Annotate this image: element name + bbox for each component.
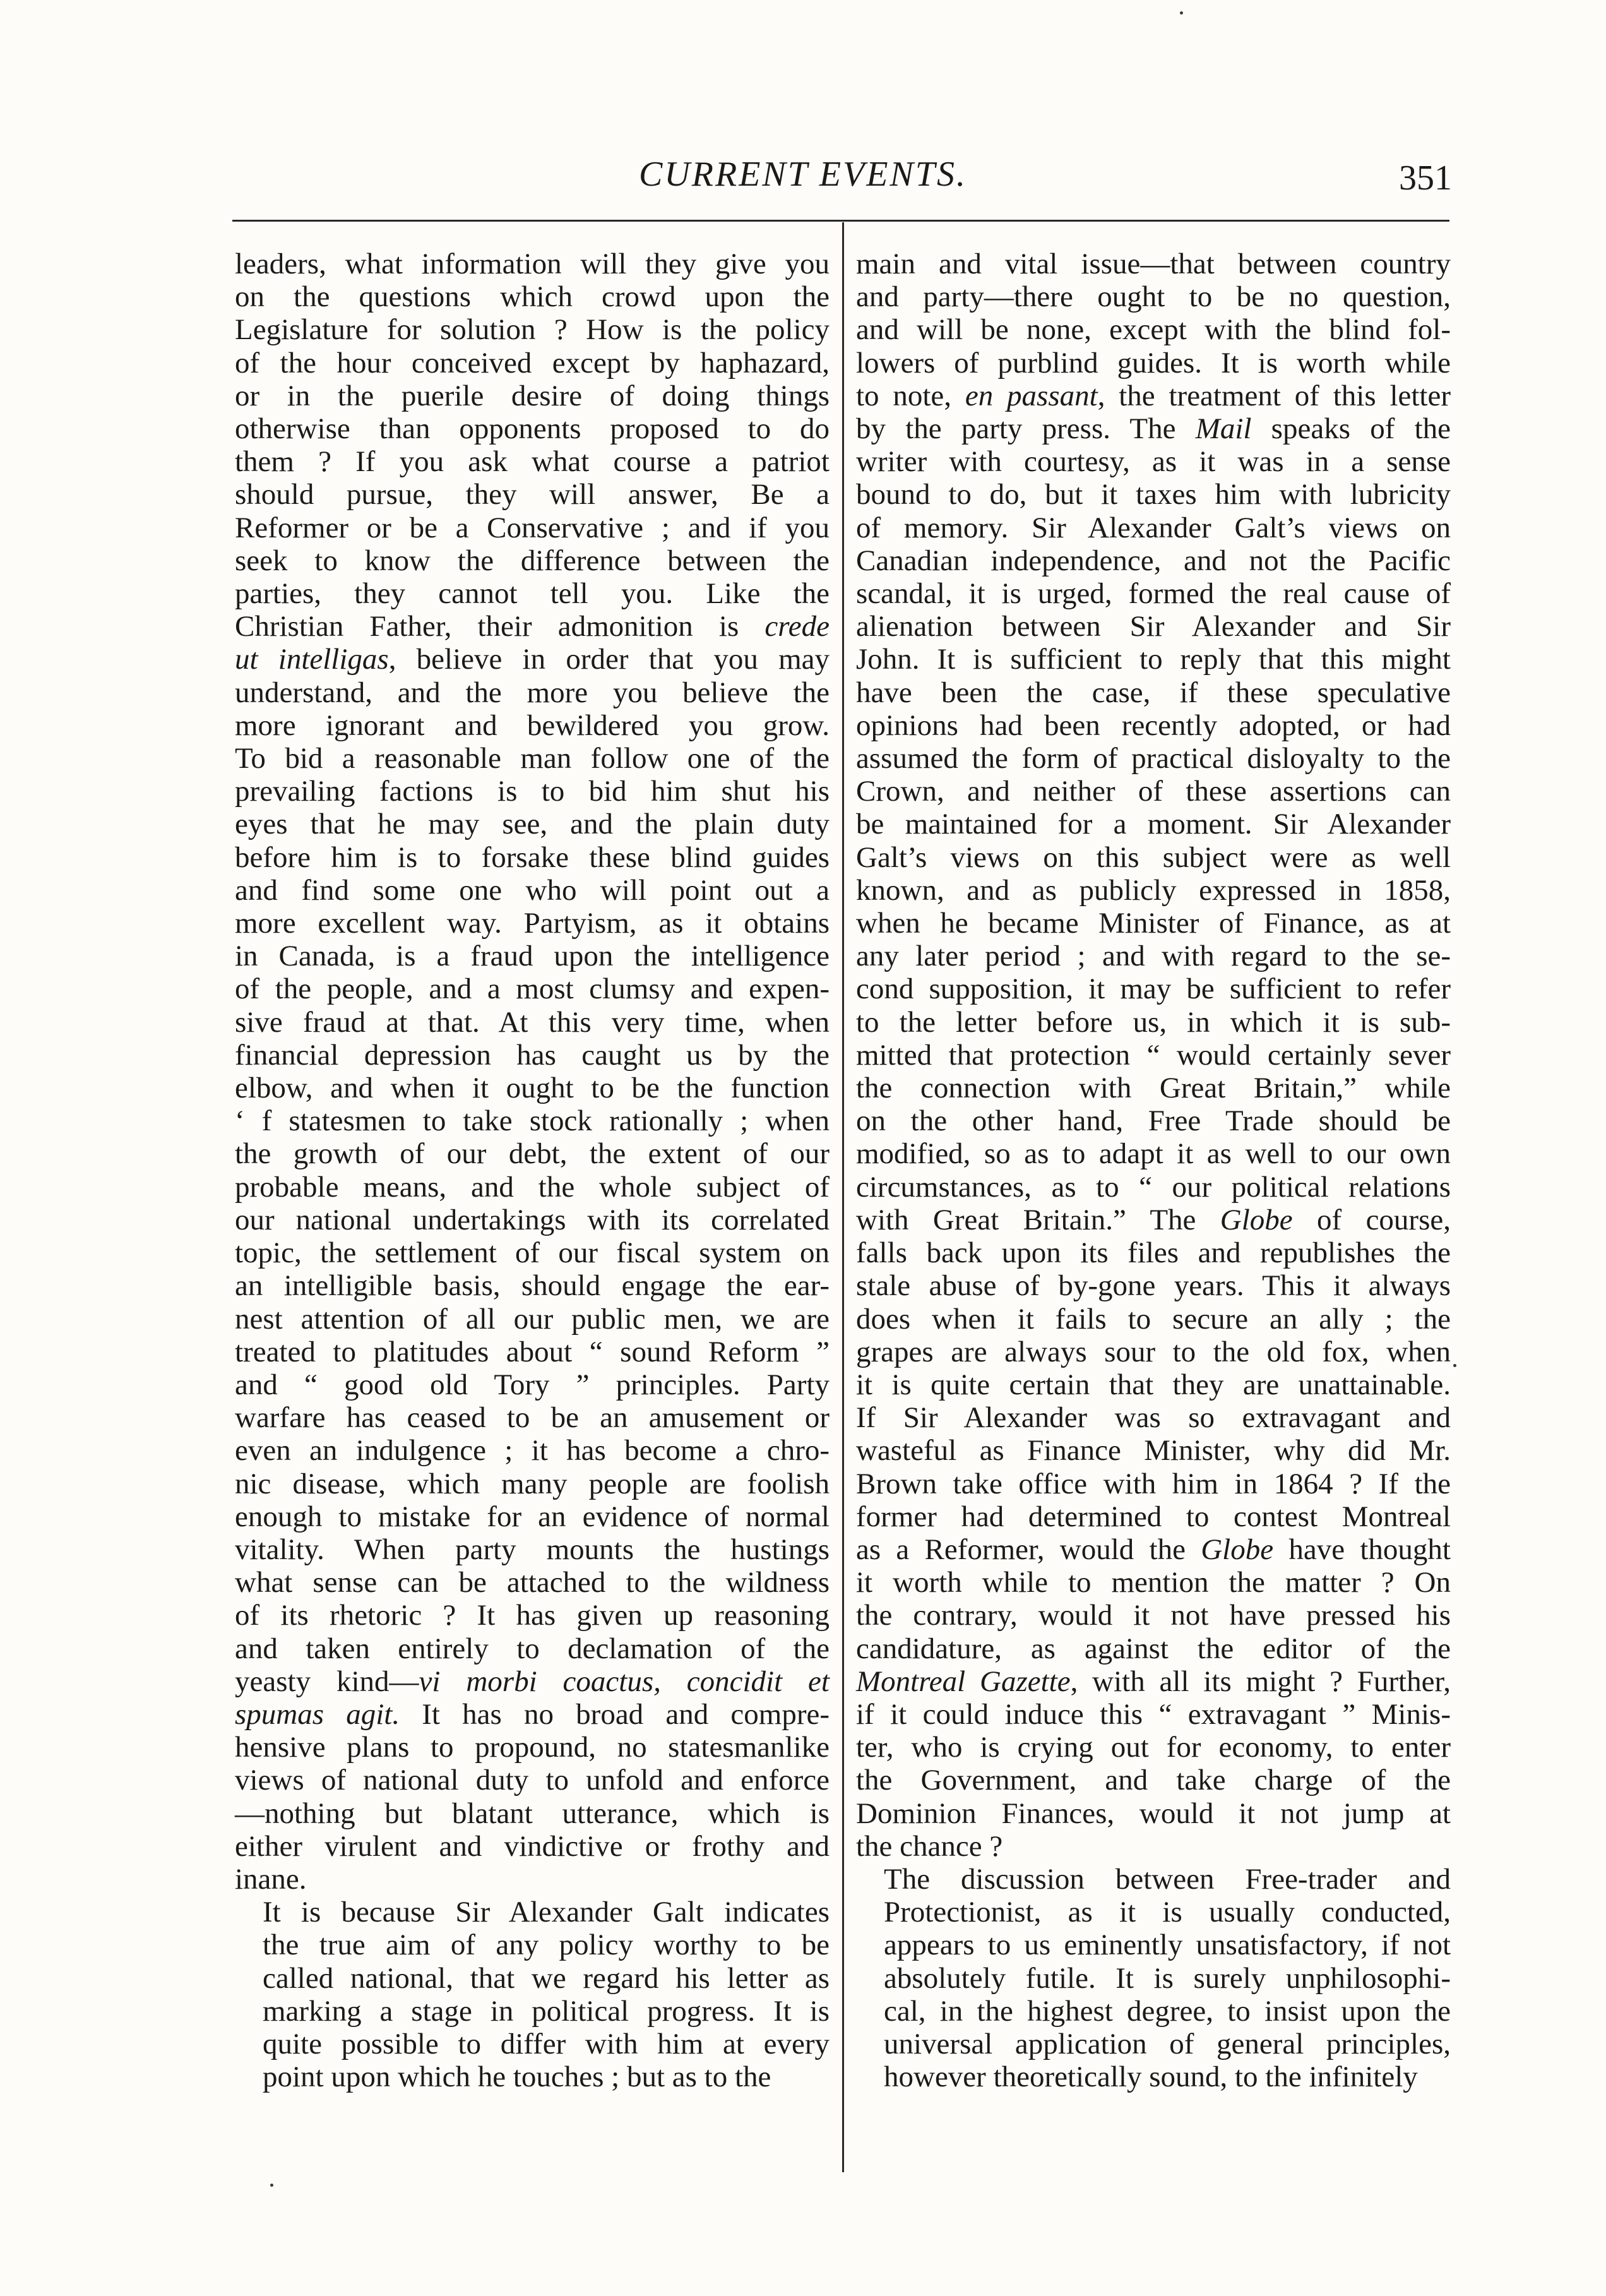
italic-phrase: Globe [1220,1203,1293,1236]
text-line: If Sir Alexander was so extravagant and [856,1401,1451,1435]
right-column [856,248,1451,2093]
text-line: Legislature for solution ? How is the policy [235,313,830,347]
text-line: parties, they cannot tell you. Like the [235,577,830,611]
text-line: Brown take office with him in 1864 ? If the [856,1467,1451,1500]
text-line: the contrary, would it not have pressed his [856,1599,1451,1632]
text-line: should pursue, they will answer, Be a [235,478,830,511]
ink-speck [1453,1364,1456,1367]
text-line: cond supposition, it may be sufficient to refer [856,972,1451,1006]
text-line: of the people, and a most clumsy and expen- [235,972,830,1006]
text-line: either virulent and vindictive or frothy and [235,1829,830,1863]
text-line: ut intelligas, believe in order that you may [235,643,830,676]
text-line: by the party press. The Mail speaks of the [856,412,1451,446]
text-line: however theoretically sound, to the infinitely [884,2060,1418,2094]
text-line: treated to platitudes about “ sound Reform ” [235,1335,830,1368]
text-line: point upon which he touches ; but as to the [263,2060,771,2094]
text-line: more excellent way. Partyism, as it obtains [235,907,830,940]
text-line: the Government, and take charge of the [856,1764,1451,1797]
paragraph [235,248,830,1896]
text-line: To bid a reasonable man follow one of the [235,742,830,775]
text-line: Canadian independence, and not the Pacific [856,544,1451,577]
text-line: seek to know the difference between the [235,544,830,577]
italic-phrase: ut intelligas [235,643,389,676]
text-line: have been the case, if these speculative [856,676,1451,709]
text-line: John. It is sufficient to reply that this might [856,643,1451,676]
text-line: the connection with Great Britain,” while [856,1072,1451,1105]
italic-phrase: Mail [1195,412,1252,446]
text-line: Dominion Finances, would it not jump at [856,1797,1451,1830]
text-line: and find some one who will point out a [235,873,830,907]
running-title: CURRENT EVENTS. [638,155,967,194]
text-line: ‘ f statesmen to take stock rationally ; when [235,1104,830,1138]
text-line: as a Reformer, would the Globe have thought [856,1533,1451,1566]
text-line: cal, in the highest degree, to insist upon the [884,1994,1451,2028]
running-head [0,149,1606,200]
text-line: before him is to forsake these blind guides [235,840,830,874]
italic-phrase: vi morbi coactus, concidit et [419,1665,830,1698]
text-line: vitality. When party mounts the hustings [235,1533,830,1566]
ink-speck [1180,11,1183,15]
text-line: leaders, what information will they give you [235,248,830,280]
text-line: Crown, and neither of these assertions can [856,775,1451,808]
text-line: main and vital issue—that between country [856,248,1451,280]
text-line: or in the puerile desire of doing things [235,379,830,412]
text-line: topic, the settlement of our fiscal system on [235,1236,830,1270]
italic-phrase: en passant [965,379,1098,412]
text-line: of memory. Sir Alexander Galt’s views on [856,511,1451,544]
text-line: the growth of our debt, the extent of our [235,1137,830,1171]
text-line: of the hour conceived except by haphazard, [235,346,830,380]
text-line: elbow, and when it ought to be the function [235,1072,830,1105]
text-line: probable means, and the whole subject of [235,1170,830,1204]
text-line: views of national duty to unfold and enforce [235,1764,830,1797]
text-line: Reformer or be a Conservative ; and if you [235,511,830,544]
text-line: when he became Minister of Finance, as at [856,907,1451,940]
left-column [235,248,830,2093]
text-line: the chance ? [856,1829,1003,1863]
text-line: financial depression has caught us by the [235,1038,830,1072]
text-line: nest attention of all our public men, we are [235,1302,830,1336]
text-line: to the letter before us, in which it is sub- [856,1005,1451,1039]
text-line: an intelligible basis, should engage the ear- [235,1269,830,1303]
text-line: lowers of purblind guides. It is worth while [856,346,1451,380]
text-line: nic disease, which many people are foolish [235,1467,830,1500]
text-line: Christian Father, their admonition is crede [235,610,830,643]
text-line: universal application of general principles, [884,2027,1451,2060]
text-line: eyes that he may see, and the plain duty [235,808,830,841]
text-line: yeasty kind—vi morbi coactus, concidit et [235,1665,830,1698]
text-line: called national, that we regard his letter as [263,1961,830,1995]
text-line: otherwise than opponents proposed to do [235,412,830,446]
text-line: and will be none, except with the blind fol- [856,313,1451,347]
text-line: any later period ; and with regard to the se- [856,940,1451,973]
text-line: prevailing factions is to bid him shut his [235,775,830,808]
text-line: does when it fails to secure an ally ; the [856,1302,1451,1336]
text-line: modified, so as to adapt it as well to our own [856,1137,1451,1171]
text-line: Montreal Gazette, with all its might ? Further, [856,1665,1451,1698]
text-line: inane. [235,1862,307,1896]
text-line: our national undertakings with its correlated [235,1203,830,1236]
text-line: falls back upon its files and republishes the [856,1236,1451,1270]
text-line: mitted that protection “ would certainly sever [856,1038,1451,1072]
text-line: circumstances, as to “ our political relations [856,1170,1451,1204]
text-line: —nothing but blatant utterance, which is [235,1797,830,1830]
text-line: it worth while to mention the matter ? On [856,1566,1451,1599]
text-line: It is because Sir Alexander Galt indicates [263,1896,830,1929]
text-line: quite possible to differ with him at every [263,2027,830,2060]
text-line: absolutely futile. It is surely unphilosophi- [884,1961,1451,1995]
text-line: Galt’s views on this subject were as well [856,840,1451,874]
text-line: warfare has ceased to be an amusement or [235,1401,830,1435]
text-line: appears to us eminently unsatisfactory, if not [884,1928,1451,1962]
italic-phrase: Globe [1201,1533,1274,1566]
text-line: on the other hand, Free Trade should be [856,1104,1451,1138]
text-line: marking a stage in political progress. It is [263,1994,830,2028]
text-line: with Great Britain.” The Globe of course, [856,1203,1451,1236]
paragraph [856,248,1451,1863]
text-line: wasteful as Finance Minister, why did Mr. [856,1434,1451,1468]
text-line: Protectionist, as it is usually conducted, [884,1896,1451,1929]
text-line: candidature, as against the editor of the [856,1632,1451,1665]
text-line: in Canada, is a fraud upon the intelligence [235,940,830,973]
text-line: scandal, it is urged, formed the real cause of [856,577,1451,611]
text-line: be maintained for a moment. Sir Alexander [856,808,1451,841]
text-line: the true aim of any policy worthy to be [263,1928,830,1962]
text-line: of its rhetoric ? It has given up reasoning [235,1599,830,1632]
text-line: opinions had been recently adopted, or had [856,709,1451,742]
text-line: and party—there ought to be no question, [856,280,1451,314]
text-line: what sense can be attached to the wildness [235,1566,830,1599]
italic-phrase: spumas agit. [235,1697,400,1731]
text-line: writer with courtesy, as it was in a sense [856,445,1451,479]
text-line: to note, en passant, the treatment of this letter [856,379,1451,412]
paragraph [856,1863,1451,2093]
ink-speck [270,2184,273,2187]
paragraph [235,1896,830,2093]
text-line: them ? If you ask what course a patriot [235,445,830,479]
text-line: The discussion between Free-trader and [884,1862,1451,1896]
text-line: understand, and the more you believe the [235,676,830,709]
italic-phrase: Montreal Gazette [856,1665,1071,1698]
text-line: assumed the form of practical disloyalty to the [856,742,1451,775]
text-line: hensive plans to propound, no statesmanlike [235,1731,830,1764]
text-line: enough to mistake for an evidence of normal [235,1500,830,1533]
text-line: even an indulgence ; it has become a chro- [235,1434,830,1468]
text-line: ter, who is crying out for economy, to enter [856,1731,1451,1764]
text-line: spumas agit. It has no broad and compre- [235,1697,830,1731]
text-line: alienation between Sir Alexander and Sir [856,610,1451,643]
text-line: more ignorant and bewildered you grow. [235,709,830,742]
page-number: 351 [1399,158,1452,198]
text-line: former had determined to contest Montreal [856,1500,1451,1533]
italic-phrase: crede [764,610,830,643]
text-line: and taken entirely to declamation of the [235,1632,830,1665]
text-line: if it could induce this “ extravagant ” Minis- [856,1697,1451,1731]
text-line: and “ good old Tory ” principles. Party [235,1368,830,1401]
text-line: sive fraud at that. At this very time, when [235,1005,830,1039]
text-line: bound to do, but it taxes him with lubricity [856,478,1451,511]
text-line: it is quite certain that they are unattainable. [856,1368,1451,1401]
header-rule [232,220,1449,222]
column-divider [842,222,844,2172]
text-line: known, and as publicly expressed in 1858, [856,873,1451,907]
text-line: stale abuse of by-gone years. This it always [856,1269,1451,1303]
text-line: grapes are always sour to the old fox, when [856,1335,1451,1368]
text-line: on the questions which crowd upon the [235,280,830,314]
